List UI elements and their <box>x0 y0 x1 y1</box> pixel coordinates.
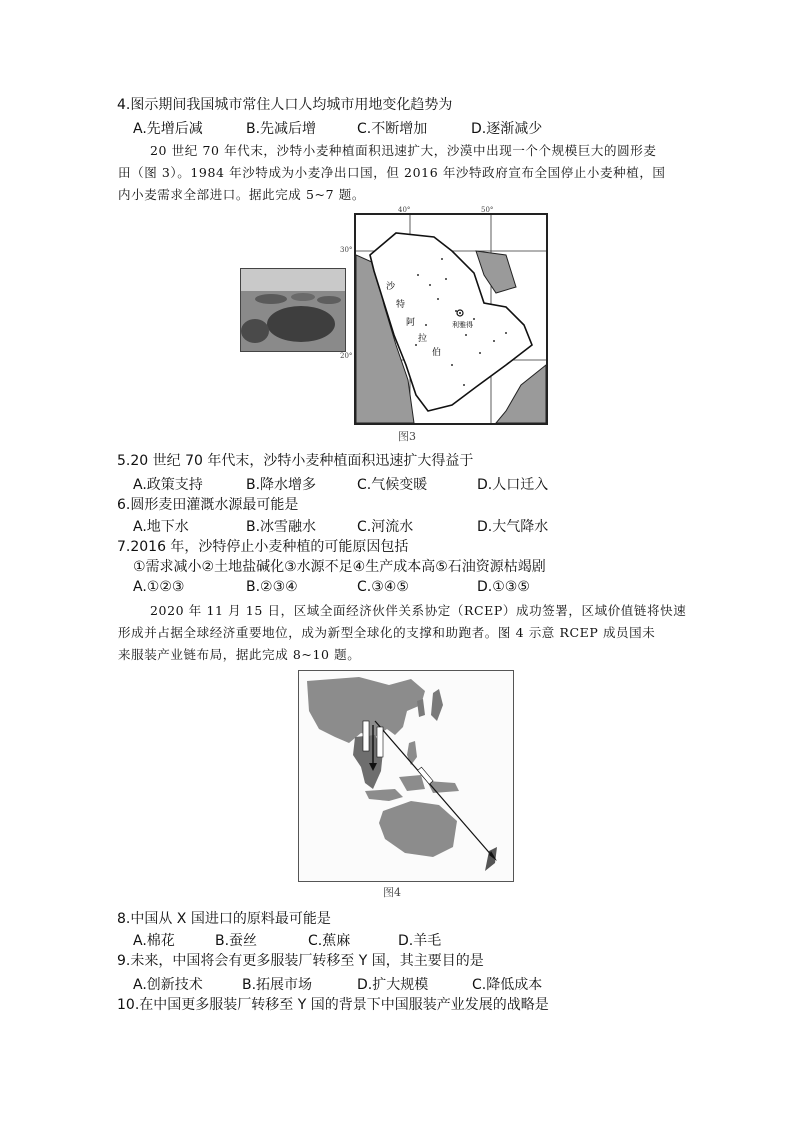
q5-option-c: C.气候变暖 <box>357 477 428 493</box>
q9-option-a: A.创新技术 <box>133 977 203 993</box>
q4-option-d: D.逐渐减少 <box>471 121 543 137</box>
q7-sub: ①需求减小②土地盐碱化③水源不足④生产成本高⑤石油资源枯竭剧 <box>133 559 546 575</box>
intro2-line-1: 2020 年 11 月 15 日，区域全面经济伙伴关系协定（RCEP）成功签署，区域价值链将快速 <box>150 603 687 618</box>
q7-option-c: C.③④⑤ <box>357 579 409 595</box>
fig3-caption: 图3 <box>398 430 416 443</box>
intro2-line-2: 形成并占据全球经济重要地位，成为新型全球化的支撑和助跑者。图 4 示意 RCEP 成员国未 <box>118 625 656 640</box>
q8-option-b: B.蚕丝 <box>215 933 258 949</box>
q8-option-a: A.棉花 <box>133 933 175 949</box>
circular-fields-photo <box>240 268 346 352</box>
map-char-5: 伯 <box>432 348 442 358</box>
lat-label-30: 30° <box>340 246 353 254</box>
rcep-map <box>298 670 514 882</box>
riyadh-label: 利雅得 <box>452 321 473 329</box>
fig4-caption: 图4 <box>383 886 401 899</box>
q9-option-c: C.降低成本 <box>472 977 543 993</box>
lat-label-20: 20° <box>340 352 353 360</box>
q6-option-b: B.冰雪融水 <box>246 519 317 535</box>
map-char-1: 沙 <box>386 282 396 292</box>
q4-option-a: A.先增后减 <box>133 121 203 137</box>
q5-option-d: D.人口迁入 <box>477 477 549 493</box>
q6-option-c: C.河流水 <box>357 519 414 535</box>
q5-option-a: A.政策支持 <box>133 477 203 493</box>
q4-option-b: B.先减后增 <box>246 121 317 137</box>
q8-option-d: D.羊毛 <box>398 933 442 949</box>
q6-stem: 6.圆形麦田灌溉水源最可能是 <box>117 497 299 513</box>
q7-stem: 7.2016 年，沙特停止小麦种植的可能原因包括 <box>117 539 409 555</box>
q7-option-b: B.②③④ <box>246 579 298 595</box>
lon-label-50: 50° <box>481 206 494 214</box>
q9-stem: 9.未来，中国将会有更多服装厂转移至 Y 国，其主要目的是 <box>117 953 484 969</box>
lon-label-40: 40° <box>398 206 411 214</box>
intro1-line-1: 20 世纪 70 年代末，沙特小麦种植面积迅速扩大，沙漠中出现一个个规模巨大的圆形麦 <box>150 143 657 158</box>
map-char-4: 拉 <box>418 334 428 344</box>
q4-option-c: C.不断增加 <box>357 121 428 137</box>
q6-option-a: A.地下水 <box>133 519 189 535</box>
q8-option-c: C.蕉麻 <box>308 933 351 949</box>
q10-stem: 10.在中国更多服装厂转移至 Y 国的背景下中国服装产业发展的战略是 <box>117 997 549 1013</box>
map-char-3: 阿 <box>406 318 416 328</box>
intro2-line-3: 来服装产业链布局，据此完成 8~10 题。 <box>118 647 361 662</box>
q5-stem: 5.20 世纪 70 年代末，沙特小麦种植面积迅速扩大得益于 <box>117 453 474 469</box>
q9-option-d: D.扩大规模 <box>357 977 429 993</box>
map-char-2: 特 <box>396 300 406 310</box>
q4-stem: 4.图示期间我国城市常住人口人均城市用地变化趋势为 <box>117 97 453 113</box>
intro1-line-2: 田（图 3）。1984 年沙特成为小麦净出口国，但 2016 年沙特政府宣布全国停止小麦种植，国 <box>118 165 666 180</box>
q8-stem: 8.中国从 X 国进口的原料最可能是 <box>117 911 331 927</box>
q5-option-b: B.降水增多 <box>246 477 317 493</box>
q7-option-a: A.①②③ <box>133 579 185 595</box>
q9-option-b: B.拓展市场 <box>242 977 313 993</box>
intro1-line-3: 内小麦需求全部进口。据此完成 5~7 题。 <box>118 187 365 202</box>
saudi-arabia-map <box>354 213 548 425</box>
q7-option-d: D.①③⑤ <box>477 579 530 595</box>
q6-option-d: D.大气降水 <box>477 519 549 535</box>
